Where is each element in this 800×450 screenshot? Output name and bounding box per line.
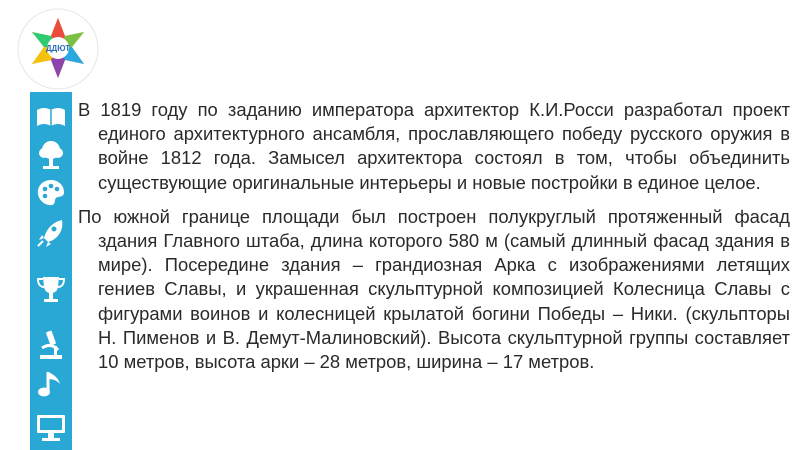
palette-icon [34,176,68,210]
rocket-icon [34,216,68,250]
logo-center-text: ДДЮТ [45,44,71,53]
article-body [78,98,790,384]
institution-logo [10,6,106,92]
music-note-icon [34,368,68,402]
trophy-icon [34,272,68,306]
computer-icon [34,410,68,444]
paragraph-1: В 1819 году по заданию императора архитектор К.И.Росси разработал проект единого архитектурного ансамбля, прославляющего победу русского оружия в войне 1812 года. Замысел архитектора состоял в том, чтобы объединить существующие оригинальные интерьеры и новые постройки в единое целое. [78,99,790,193]
book-icon [34,100,68,134]
sidebar-icon-strip [30,92,72,450]
microscope-icon [34,328,68,362]
tree-icon [34,138,68,172]
paragraph-2: По южной границе площади был построен полукруглый протяженный фасад здания Главного штаба, длина которого 580 м (самый длинный фасад здания в мире). Посередине здания – грандиозная Арка с изображениями летящих гениев Славы, и украшенная скульптурной композицией Колесница Славы с фигурами воинов и колесницей крылатой богини Победы – Ники. (скульпторы Н. Пименов и В. Демут-Малиновский). Высота скульптурной группы составляет 10 метров, высота арки – 28 метров, ширина – 17 метров. [78,205,790,373]
